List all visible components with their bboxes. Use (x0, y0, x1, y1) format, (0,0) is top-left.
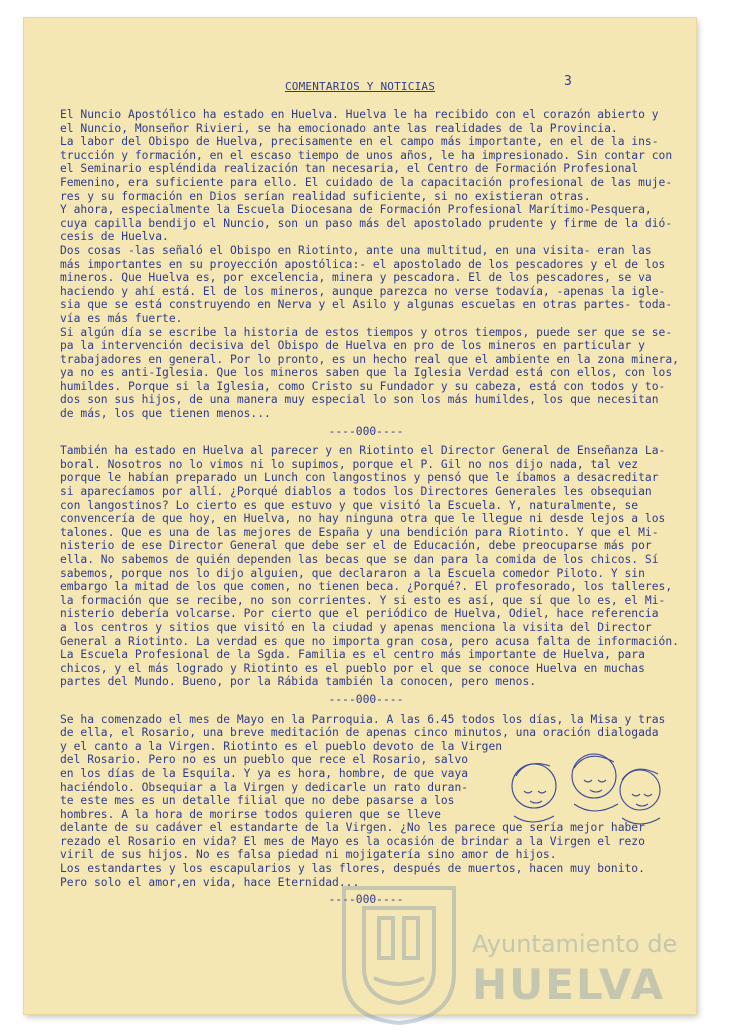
text-line: ya no es anti-Iglesia. Que los mineros saben que la Iglesia Verdad está con ellos, con los (60, 366, 673, 380)
page-header (24, 74, 696, 93)
page-number: 3 (564, 74, 573, 89)
text-line: convencería de que hoy, en Huelva, no hay ninguna otra que le llegue ni desde lejos a los (60, 512, 666, 526)
text-line: res y su formación en Dios serían realidad suficiente, si no existieran otras. (60, 189, 591, 203)
text-line: porque le habían preparado un Lunch con langostinos y pensó que le íbamos a desacreditar (60, 471, 659, 485)
text-line: trucción y formación, en el escaso tiempo de unos años, le ha impresionado. Sin contar con (60, 148, 673, 162)
text-line: embargo la mitad de los que comen, no tienen beca. ¿Porqué?. El profesorado, los talleres, (60, 580, 673, 594)
text-line: La Escuela Profesional de la Sgda. Familia es el centro más importante de Huelva, para (60, 648, 645, 662)
text-line: partes del Mundo. Bueno, por la Rábida también la conocen, pero menos. (60, 675, 537, 689)
text-line: Si algún día se escribe la historia de estos tiempos y otros tiempos, puede ser que se se- (60, 325, 673, 339)
text-line: a los centros y sitios que visitó en la ciudad y apenas menciona la visita del Director (60, 620, 652, 634)
text-line: También ha estado en Huelva al parecer y en Riotinto el Director General de Enseñanza La- (60, 444, 666, 458)
text-line: ella. No sabemos de quién dependen las becas que se dan para la comida de los chicos. Sí (60, 553, 659, 566)
text-line: haciendo y ahí está. El de los mineros, aunque parezca no verse todavía, -apenas la igle- (60, 284, 666, 298)
text-line: cuya capilla bendijo el Nuncio, son un paso más del apostolado prudente y firme de la dió- (60, 216, 673, 230)
text-line: de ella, el Rosario, una breve meditación de apenas cinco minutos, una oración dialogada (60, 726, 659, 740)
text-line: más importantes en su proyección apostólica:- el apostolado de los pescadores y el de los (60, 257, 666, 271)
text-line: Los estandartes y los escapularios y las flores, después de muertos, hacen muy bonito. (60, 862, 645, 876)
text-line: delante de su cadáver el estandarte de la Virgen. ¿No les parece que sería mejor haber (60, 821, 645, 835)
section-nuncio (60, 108, 679, 421)
text-line: viril de sus hijos. No es falsa piedad ni mojigatería sino amor de hijos. (60, 848, 557, 862)
text-line: trabajadores en general. Por lo pronto, es un hecho real que el ambiente en la zona minera, (60, 352, 679, 366)
text-line: te este mes es un detalle filial que no debe pasarse a los (60, 794, 455, 808)
text-line: General a Riotinto. La verdad es que no importa gran cosa, pero acusa falta de información. (60, 634, 679, 648)
text-line: sabemos, porque nos lo dijo alguien, que declararon a la Escuela comedor Piloto. Y sin (60, 566, 645, 580)
text-line: haciéndolo. Obsequiar a la Virgen y dedicarle un rato duran- (60, 780, 469, 794)
text-line: Dos cosas -las señaló el Obispo en Riotinto, ante una multitud, en una visita- eran las (60, 243, 652, 257)
text-line: pa la intervención decisiva del Obispo de Huelva en pro de los mineros en particular y (60, 339, 645, 353)
text-line: y el canto a la Virgen. Riotinto es el pueblo devoto de la Virgen (60, 739, 503, 753)
text-line: del Rosario. Pero no es un pueblo que rece el Rosario, salvo (60, 753, 469, 767)
document-page (24, 18, 696, 1014)
children-sketch-illustration (494, 746, 674, 836)
text-line: Femenino, era suficiente para ello. El cuidado de la capacitación profesional de las muje- (60, 175, 673, 189)
separator: ----000---- (328, 893, 404, 907)
separator: ----000---- (328, 424, 404, 438)
text-line: nisterio de ese Director General que debe ser el de Educación, debe preocuparse más por (60, 539, 652, 553)
text-line: la formación que se recibe, no son corrientes. Y si esto es así, que sí que lo es, el Mi- (60, 593, 666, 607)
text-line: sia que se está construyendo en Nerva y el Asilo y algunas escuelas en otras partes- toda- (60, 298, 673, 312)
ayuntamiento-watermark (334, 878, 704, 1028)
text-line: boral. Nosotros no lo vimos ni lo supimos, porque el P. Gil no nos dijo nada, tal vez (60, 457, 639, 471)
text-line: Y ahora, especialmente la Escuela Diocesana de Formación Profesional Marítimo-Pesquera, (60, 203, 652, 217)
text-line: Se ha comenzado el mes de Mayo en la Parroquia. A las 6.45 todos los días, la Misa y tras (60, 712, 666, 726)
text-line: de más, los que tienen menos... (60, 407, 271, 421)
section-director-general (60, 444, 679, 689)
text-line: en los días de la Esquila. Y ya es hora, hombre, de que vaya (60, 766, 469, 780)
text-line: mineros. Que Huelva es, por excelencia, minera y pescadora. El de los pescadores, se va (60, 271, 652, 285)
text-line: si aparecíamos por allí. ¿Porqué diablos a todos los Directores Generales les obsequian (60, 485, 652, 499)
text-line: chicos, y el más logrado y Riotinto es el pueblo por el que se conoce Huelva en muchas (60, 661, 645, 675)
separator: ----000---- (328, 692, 404, 706)
text-line: La labor del Obispo de Huelva, precisamente en el campo más importante, en el de la ins- (60, 135, 659, 149)
text-line: nisterio debería volcarse. Por cierto que el periódico de Huelva, Odiel, hace referencia (60, 607, 659, 621)
watermark-line1: Ayuntamiento de (472, 930, 678, 958)
city-seal-icon (334, 878, 464, 1028)
text-line: el Nuncio, Monseñor Rivieri, se ha emocionado ante las realidades de la Provincia. (60, 121, 618, 135)
text-line: Pero solo el amor,en vida, hace Eternidad... (60, 875, 360, 889)
text-line: talones. Que es una de las mejores de España y una bendición para Riotinto. Y que el Mi- (60, 525, 659, 539)
page-title: COMENTARIOS Y NOTICIAS (284, 80, 436, 93)
text-line: humildes. Porque si la Iglesia, como Cristo su Fundador y su cabeza, está con todos y to- (60, 379, 666, 393)
text-line: El Nuncio Apostólico ha estado en Huelva. Huelva le ha recibido con el corazón abierto y (60, 108, 659, 121)
text-line: cesis de Huelva. (60, 230, 169, 244)
text-line: con langostinos? Lo cierto es que estuvo y que visitó la Escuela. Y, naturalmente, se (60, 498, 639, 512)
watermark-line2: HUELVA (472, 960, 666, 1009)
text-line: rezado el Rosario en vida? El mes de Mayo es la ocasión de brindar a la Virgen el rezo (60, 834, 645, 848)
text-line: el Seminario espléndida realización tan necesaria, el Centro de Formación Profesional (60, 162, 639, 176)
text-line: dos son sus hijos, de una manera muy especial lo son los más humildes, los que necesitan (60, 393, 659, 407)
text-line: hombres. A la hora de morirse todos quieren que se lleve (60, 807, 441, 821)
text-line: vía es más fuerte. (60, 311, 183, 325)
